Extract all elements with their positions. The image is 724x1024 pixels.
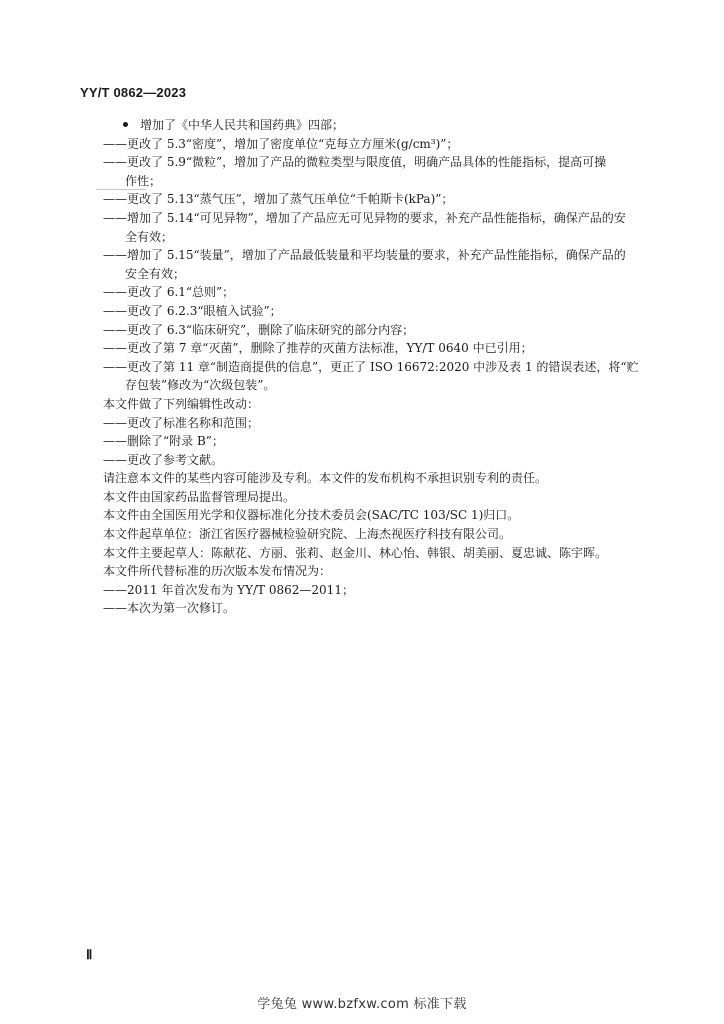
standard-number: YY/T 0862—2023 <box>80 85 187 100</box>
bullet-dot-icon <box>123 122 128 127</box>
drafting-units: 本文件起草单位：浙江省医疗器械检验研究院、上海杰视医疗科技有限公司。 <box>103 527 512 542</box>
history-item: ——本次为第一次修订。 <box>103 601 236 616</box>
change-item-continuation: 存包装”修改为“次级包装”。 <box>125 378 276 393</box>
change-item-continuation: 安全有效； <box>125 266 186 281</box>
change-item: ——增加了 5.15“装量”，增加了产品最低装量和平均装量的要求，补充产品性能指标，确保产品的 <box>103 248 626 263</box>
change-item: ——更改了 6.3“临床研究”，删除了临床研究的部分内容； <box>103 322 415 337</box>
footer-watermark: 学兔兔 www.bzfxw.com 标准下载 <box>257 997 467 1012</box>
drafters: 本文件主要起草人：陈献花、方丽、张莉、赵金川、林心怡、韩银、胡美丽、夏忠诚、陈宇晖。 <box>103 545 608 560</box>
proposer-note: 本文件由国家药品监督管理局提出。 <box>103 489 296 504</box>
change-item: ——更改了第 11 章“制造商提供的信息”，更正了 ISO 16672:2020 中涉及表 1 的错误表述，将“贮 <box>103 359 639 374</box>
change-item: ——更改了 6.2.3“眼植入试验”； <box>103 303 282 318</box>
change-item: ——更改了 5.9“微粒”，增加了产品的微粒类型与限度值，明确产品具体的性能指标，提高可操 <box>103 155 607 170</box>
change-item: ——更改了 6.1“总则”； <box>103 285 235 300</box>
change-item: ——更改了 5.3“密度”，增加了密度单位“克每立方厘米(g/cm³)”； <box>103 136 459 151</box>
change-item-continuation: 全有效； <box>125 229 174 244</box>
history-intro: 本文件所代替标准的历次版本发布情况为： <box>103 564 332 579</box>
editorial-item: ——删除了“附录 B”； <box>103 434 224 449</box>
document-body <box>103 116 648 618</box>
change-item: ——增加了 5.14“可见异物”，增加了产品应无可见异物的要求，补充产品性能指标，确保产品的安 <box>103 210 626 225</box>
committee-note: 本文件由全国医用光学和仪器标准化分技术委员会(SAC/TC 103/SC 1)归口。 <box>103 508 520 523</box>
history-item: ——2011 年首次发布为 YY/T 0862—2011； <box>103 582 354 597</box>
bullet-item: 增加了《中华人民共和国药典》四部； <box>103 116 648 135</box>
editorial-item: ——更改了标准名称和范围； <box>103 415 260 430</box>
patent-notice: 请注意本文件的某些内容可能涉及专利。本文件的发布机构不承担识别专利的责任。 <box>103 471 548 486</box>
change-item-continuation: 作性； <box>125 173 162 188</box>
editorial-intro: 本文件做了下列编辑性改动： <box>103 396 260 411</box>
change-item: ——更改了 5.13“蒸气压”，增加了蒸气压单位“千帕斯卡(kPa)”； <box>103 192 454 207</box>
editorial-item: ——更改了参考文献。 <box>103 452 224 467</box>
page-number: Ⅱ <box>86 947 93 962</box>
change-item: ——更改了第 7 章“灭菌”，删除了推荐的灭菌方法标准，YY/T 0640 中已引用； <box>103 341 533 356</box>
